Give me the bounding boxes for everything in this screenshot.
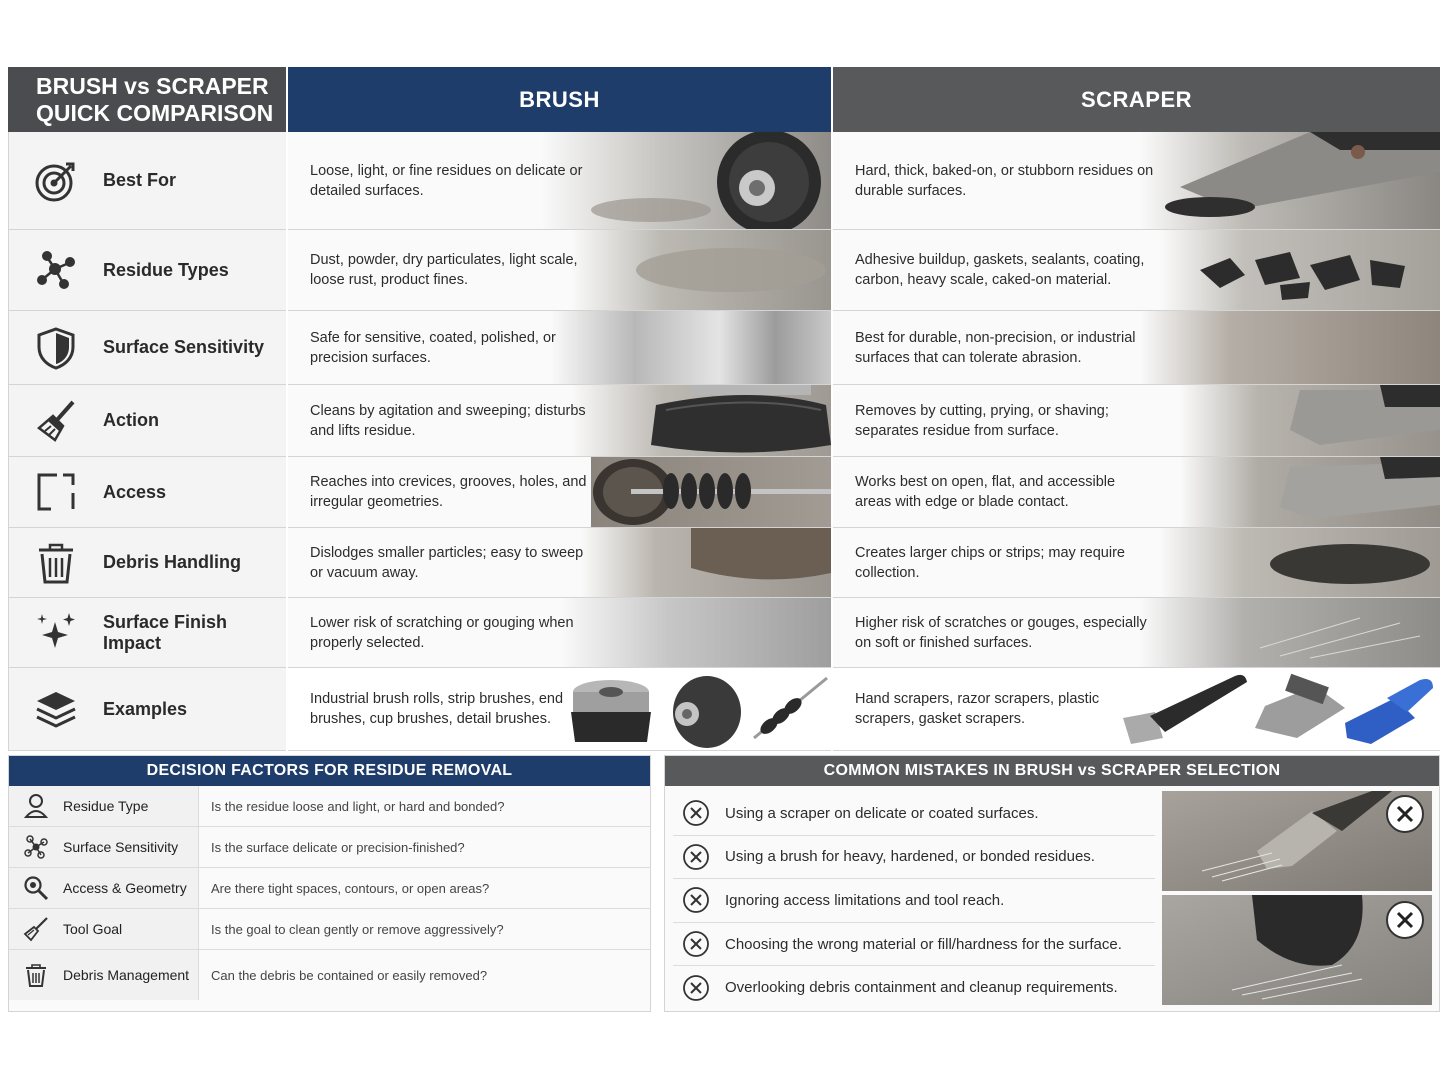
mistake-text: Ignoring access limitations and tool reach. bbox=[725, 891, 1005, 909]
row-label: Examples bbox=[103, 698, 188, 719]
factor-label: Surface Sensitivity bbox=[63, 839, 179, 855]
list-item bbox=[673, 966, 1155, 1009]
decision-factors-panel bbox=[8, 755, 651, 1012]
brush-cell bbox=[288, 528, 831, 598]
brush-cell bbox=[288, 132, 831, 230]
list-item bbox=[673, 923, 1155, 967]
list-item bbox=[9, 909, 650, 950]
table-title bbox=[8, 67, 286, 132]
row-label-debris-handling bbox=[8, 528, 286, 598]
mistake-text: Choosing the wrong material or fill/hardness for the surface. bbox=[725, 935, 1122, 953]
scraper-cell bbox=[833, 598, 1440, 668]
brush-description: Dust, powder, dry particulates, light scale, loose rust, product fines. bbox=[310, 252, 578, 288]
row-label-access bbox=[8, 457, 286, 528]
brush-description: Cleans by agitation and sweeping; disturbs and lifts residue. bbox=[310, 402, 586, 439]
scraper-shaving-image bbox=[1180, 385, 1440, 456]
x-circle-icon bbox=[681, 885, 711, 915]
brush-icon bbox=[21, 914, 51, 944]
scraper-examples-image bbox=[1115, 668, 1440, 750]
list-item bbox=[673, 879, 1155, 923]
broom-icon bbox=[33, 398, 79, 444]
factor-label: Debris Management bbox=[63, 967, 190, 983]
molecule-icon bbox=[33, 247, 79, 293]
brush-description: Lower risk of scratching or gouging when properly selected. bbox=[310, 614, 574, 651]
mistake-text: Using a brush for heavy, hardened, or bonded residues. bbox=[725, 848, 1095, 866]
scraper-column-header: SCRAPER bbox=[833, 67, 1440, 132]
factor-label: Access & Geometry bbox=[63, 880, 187, 896]
detail-brush-hole-image bbox=[591, 457, 831, 527]
factor-label: Residue Type bbox=[63, 798, 149, 814]
target-icon bbox=[33, 158, 79, 204]
list-item bbox=[9, 950, 650, 1000]
brush-column-header: BRUSH bbox=[288, 67, 831, 132]
scraper-cell bbox=[833, 230, 1440, 311]
scraper-description: Creates larger chips or strips; may require collection. bbox=[855, 544, 1125, 581]
common-mistakes-panel bbox=[664, 755, 1440, 1012]
x-circle-icon bbox=[681, 842, 711, 872]
factor-question: Are there tight spaces, contours, or open areas? bbox=[211, 880, 490, 896]
brush-cell bbox=[288, 311, 831, 385]
scraper-description: Works best on open, flat, and accessible areas with edge or blade contact. bbox=[855, 474, 1116, 510]
row-label-best-for bbox=[8, 132, 286, 230]
row-label-surface-finish-impact bbox=[8, 598, 286, 668]
scraper-cell bbox=[833, 668, 1440, 751]
title-line-1: BRUSH vs SCRAPER bbox=[36, 72, 269, 99]
scraper-blade-image bbox=[1140, 132, 1440, 229]
scraper-cell bbox=[833, 132, 1440, 230]
cup-brush-image bbox=[571, 385, 831, 456]
person-icon bbox=[21, 791, 51, 821]
x-circle-icon bbox=[681, 798, 711, 828]
row-label: Access bbox=[103, 481, 167, 502]
brush-cell bbox=[288, 385, 831, 457]
shield-icon bbox=[33, 325, 79, 371]
scraper-cell bbox=[833, 385, 1440, 457]
caked-chips-image bbox=[1160, 230, 1440, 310]
molecule-icon bbox=[21, 832, 51, 862]
row-label: Best For bbox=[103, 170, 177, 190]
row-label: Surface Sensitivity bbox=[103, 337, 265, 357]
x-circle-icon bbox=[681, 973, 711, 1003]
debris-chips-image bbox=[1160, 528, 1440, 597]
scraper-description: Higher risk of scratches or gouges, especially on soft or finished surfaces. bbox=[855, 614, 1147, 651]
list-item bbox=[9, 827, 650, 868]
mistake-text: Using a scraper on delicate or coated surfaces. bbox=[725, 804, 1039, 822]
trash-icon bbox=[33, 540, 79, 586]
rough-metal-image bbox=[1140, 311, 1440, 384]
brush-description: Reaches into crevices, grooves, holes, and irregular geometries. bbox=[310, 474, 587, 510]
brush-examples-image bbox=[569, 668, 831, 750]
brush-description: Loose, light, or fine residues on delicate or detailed surfaces. bbox=[310, 162, 583, 199]
x-circle-icon bbox=[681, 929, 711, 959]
brush-description: Industrial brush rolls, strip brushes, end brushes, cup brushes, detail brushes. bbox=[310, 691, 564, 727]
corner-bracket-icon bbox=[33, 469, 79, 515]
row-label: Surface Finish Impact bbox=[103, 611, 228, 653]
scraper-description: Best for durable, non-precision, or industrial surfaces that can tolerate abrasion. bbox=[855, 329, 1136, 366]
row-label-residue-types bbox=[8, 230, 286, 311]
flat-scraper-image bbox=[1180, 457, 1440, 527]
factor-label: Tool Goal bbox=[63, 921, 123, 937]
list-item bbox=[673, 792, 1155, 836]
magnifier-icon bbox=[21, 873, 51, 903]
mistakes-list bbox=[673, 792, 1155, 1009]
scraper-description: Adhesive buildup, gaskets, sealants, coating, carbon, heavy scale, caked-on material. bbox=[855, 252, 1145, 288]
sparkle-icon bbox=[33, 610, 79, 656]
row-label: Residue Types bbox=[103, 259, 229, 280]
brush-scratch-photo bbox=[1162, 895, 1432, 1010]
trash-icon bbox=[21, 960, 51, 990]
brush-description: Dislodges smaller particles; easy to sweep or vacuum away. bbox=[310, 544, 584, 581]
scraper-cell bbox=[833, 457, 1440, 528]
layers-icon bbox=[33, 686, 79, 732]
mistake-text: Overlooking debris containment and cleanup requirements. bbox=[725, 979, 1118, 997]
decision-factors-title: DECISION FACTORS FOR RESIDUE REMOVAL bbox=[9, 756, 650, 786]
scraper-cell bbox=[833, 311, 1440, 385]
row-label: Debris Handling bbox=[103, 552, 242, 572]
brush-cell bbox=[288, 457, 831, 528]
scraper-scratch-photo bbox=[1162, 791, 1432, 896]
common-mistakes-title: COMMON MISTAKES IN BRUSH vs SCRAPER SELECTION bbox=[665, 756, 1439, 786]
list-item bbox=[673, 836, 1155, 880]
row-label-action bbox=[8, 385, 286, 457]
scraper-cell bbox=[833, 528, 1440, 598]
scraper-description: Removes by cutting, prying, or shaving; separates residue from surface. bbox=[855, 402, 1109, 439]
comparison-table bbox=[8, 67, 1440, 751]
row-label-examples bbox=[8, 668, 286, 751]
scraper-description: Hard, thick, baked-on, or stubborn residues on durable surfaces. bbox=[855, 162, 1154, 199]
list-item bbox=[9, 786, 650, 827]
brush-cell bbox=[288, 598, 831, 668]
factor-question: Is the surface delicate or precision-finished? bbox=[211, 839, 465, 855]
brush-description: Safe for sensitive, coated, polished, or precision surfaces. bbox=[310, 329, 556, 366]
scraper-description: Hand scrapers, razor scrapers, plastic scrapers, gasket scrapers. bbox=[855, 691, 1100, 727]
list-item bbox=[9, 868, 650, 909]
strip-brush-image bbox=[581, 528, 831, 597]
factor-question: Is the residue loose and light, or hard and bonded? bbox=[211, 798, 505, 814]
factor-question: Can the debris be contained or easily removed? bbox=[211, 967, 488, 983]
row-label: Action bbox=[103, 410, 159, 430]
smooth-surface-image bbox=[561, 598, 831, 667]
brush-cell bbox=[288, 230, 831, 311]
factor-question: Is the goal to clean gently or remove aggressively? bbox=[211, 921, 504, 937]
title-line-2: QUICK COMPARISON bbox=[36, 99, 274, 126]
brush-cell bbox=[288, 668, 831, 751]
row-label-surface-sensitivity bbox=[8, 311, 286, 385]
dust-powder-image bbox=[571, 230, 831, 310]
scratched-surface-image bbox=[1140, 598, 1440, 667]
